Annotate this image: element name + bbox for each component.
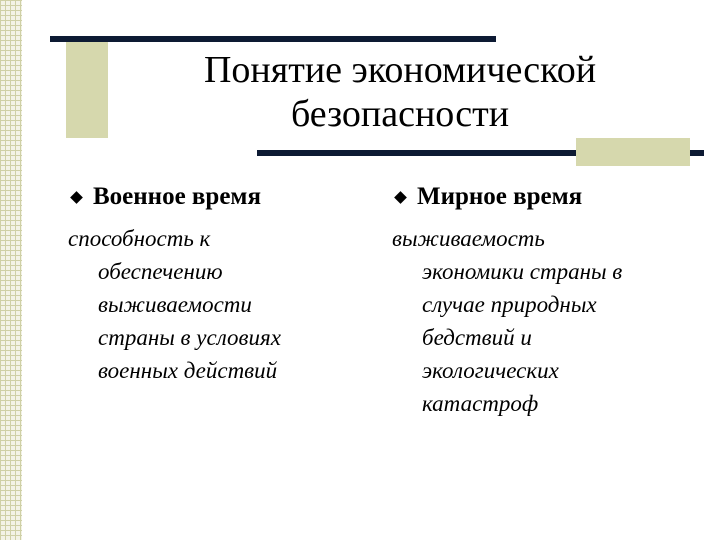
definition-line: бедствий и [422,325,532,350]
definition-line: выживаемость [392,226,545,251]
left-column-definition [68,222,368,387]
definition-line: выживаемости [98,292,252,317]
left-column [68,180,368,387]
decorative-side-stripe [0,0,22,540]
right-column-heading [392,180,702,214]
definition-line: способность к [68,226,211,251]
definition-line: военных действий [98,358,278,383]
definition-line: обеспечению [98,259,223,284]
definition-line: экологических [422,358,559,383]
slide-title-line-1: Понятие экономической [203,49,597,91]
diamond-bullet-icon [394,191,407,204]
right-column-heading-text: Мирное время [417,183,583,210]
definition-line: страны в условиях [98,325,281,350]
definition-line: случае природных [422,292,597,317]
decorative-block-bottom [576,138,690,166]
definition-line: экономики страны в [422,259,623,284]
slide-title-line-2: безопасности [290,93,510,135]
decorative-block-top [66,42,108,138]
slide-title [120,48,680,136]
definition-line: катастроф [422,391,539,416]
decorative-line-top [50,36,496,42]
left-column-heading-text: Военное время [93,183,261,210]
diamond-bullet-icon [70,191,83,204]
right-column-definition [392,222,702,420]
right-column [392,180,702,420]
left-column-heading [68,180,368,214]
